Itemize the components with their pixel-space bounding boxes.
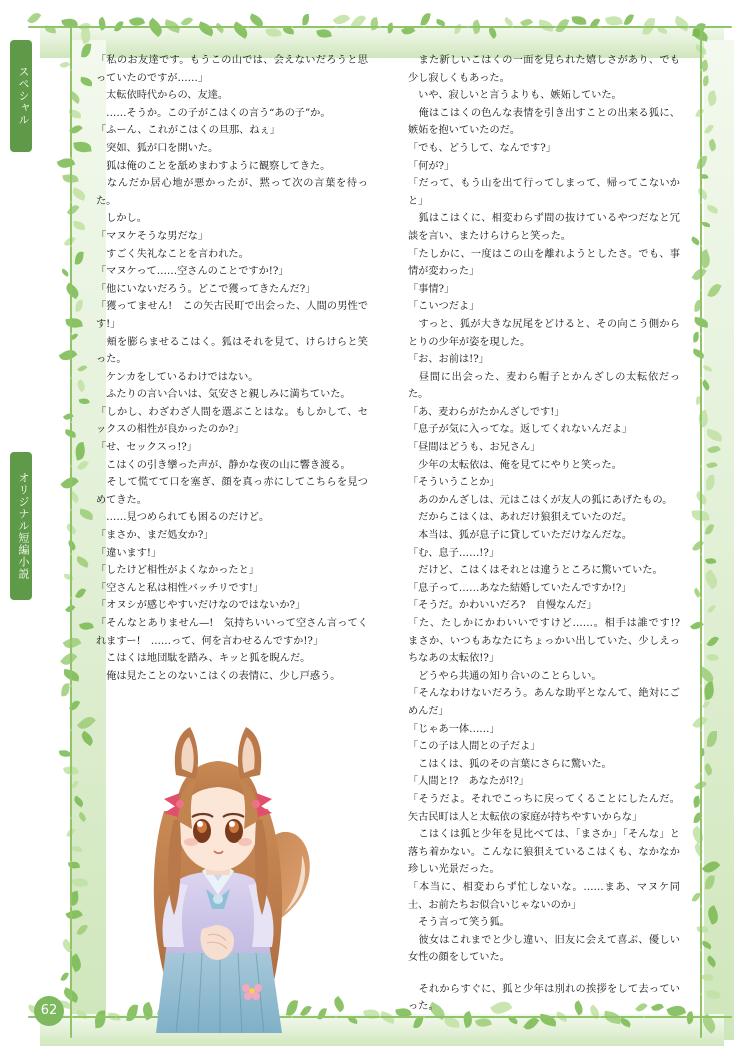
page-content [96, 52, 691, 1013]
vine-stem [700, 950, 702, 994]
paragraph: 「この子は人間との子だよ」 [408, 741, 541, 753]
vine-stem [700, 686, 702, 730]
vine-stem [70, 290, 72, 334]
paragraph: ふたりの言い合いは、気安さと親しみに満ちていた。 [96, 389, 351, 401]
vine-stem [700, 114, 702, 158]
paragraph: 「そんなわけないだろう。あんな助平となんて、絶対にごめんだ」 [408, 688, 680, 717]
vine-stem [700, 290, 702, 334]
paragraph: 「あ、麦わらがたかんざしです!」 [408, 406, 565, 418]
paragraph: すごく失礼なことを言われた。 [96, 248, 249, 260]
paragraph: 少年の太転依は、俺を見てにやりと笑った。 [408, 459, 622, 471]
vine-stem [70, 730, 72, 774]
vine-stem [700, 510, 702, 554]
vine-stem [700, 774, 702, 818]
paragraph: 本当は、狐が息子に貸していただけなんだな。 [408, 530, 633, 542]
paragraph: しかし。 [96, 213, 147, 225]
paragraph: いや、寂しいと言うよりも、嫉妬していた。 [408, 90, 622, 102]
paragraph: 「したけど相性がよくなかったと」 [96, 565, 259, 577]
vine-stem [700, 466, 702, 510]
vine-stem [70, 774, 72, 818]
vine-stem [204, 26, 248, 28]
vine-stem [700, 642, 702, 686]
paragraph: 「そうだよ。それでこっちに戻ってくることにしたんだ。矢古民町は人と太転依の家庭が持ちやすいからな」 [408, 793, 680, 823]
vine-stem [688, 1016, 732, 1018]
paragraph: 「たしかに、一度はこの山を離れようとしたさ。でも、事情が変わった」 [408, 248, 680, 278]
vine-stem [72, 26, 116, 28]
paragraph: 彼女はこれまでと少し違い、旧友に会えて喜ぶ、優しい女性の顔をしていた。 [408, 934, 680, 964]
vine-stem [644, 26, 688, 28]
vine-stem [160, 26, 204, 28]
paragraph: こはくは地団駄を踏み、キッと狐を睨んだ。 [96, 653, 311, 665]
vine-stem [70, 510, 72, 554]
vine-stem [700, 598, 702, 642]
paragraph: ……見つめられても困るのだけど。 [96, 512, 270, 524]
vine-stem [424, 1016, 468, 1018]
vine-stem [28, 26, 72, 28]
paragraph: 「そうだ。かわいいだろ? 自慢なんだ」 [408, 600, 597, 612]
vine-stem [556, 26, 600, 28]
paragraph: 「だって、もう山を出て行ってしまって、帰ってこないかと」 [408, 178, 680, 207]
vine-stem [688, 26, 732, 28]
vine-stem [700, 202, 702, 246]
vine-stem [336, 26, 380, 28]
paragraph: 「せ、セックスっ!?」 [96, 442, 197, 454]
paragraph: 「マヌケそうな男だな」 [96, 230, 209, 242]
paragraph: 「人間と!? あなたが!?」 [408, 776, 529, 788]
vine-stem [700, 246, 702, 290]
vine-stem [70, 466, 72, 510]
paragraph: 突如、狐が口を開いた。 [96, 142, 219, 154]
vine-stem [70, 686, 72, 730]
paragraph: こはくの引き攣った声が、静かな夜の山に響き渡る。 [96, 459, 351, 471]
vine-stem [70, 818, 72, 862]
paragraph: 頬を膨らませるこはく。狐はそれを見て、けらけらと笑った。 [96, 336, 368, 366]
vine-stem [700, 554, 702, 598]
vine-stem [70, 246, 72, 290]
sidebar-tab-original-label: オリジナル短編小説 [17, 472, 30, 580]
paragraph: 「息子が気に入ってな。返してくれないんだよ」 [408, 424, 633, 436]
paragraph: 「マヌケって……空さんのことですか!?」 [96, 266, 289, 278]
vine-stem [700, 158, 702, 202]
vine-stem [116, 26, 160, 28]
anime-fox-girl-character [102, 703, 334, 1043]
vine-stem [512, 1016, 556, 1018]
paragraph: それからすぐに、狐と少年は別れの挨拶をして去っていった。 [408, 983, 680, 1013]
paragraph: 「しかし、わざわざ人間を選ぶことはな。もしかして、セックスの相性が良かったのか?」 [96, 406, 368, 436]
paragraph: すっと、狐が大きな尻尾をどけると、その向こう側からとりの少年が姿を現した。 [408, 318, 680, 348]
vine-stem [424, 26, 468, 28]
paragraph: そして慌てて口を塞ぎ、顔を真っ赤にしてこちらを見つめてきた。 [96, 477, 368, 506]
text-column-right [408, 52, 691, 1016]
vine-stem [70, 378, 72, 422]
paragraph: ケンカをしているわけではない。 [96, 371, 259, 383]
vine-stem [700, 334, 702, 378]
vine-stem [600, 1016, 644, 1018]
paragraph: 「獲ってません! この矢古民町で出会った、人間の男性です!」 [96, 301, 368, 330]
vine-stem [700, 906, 702, 950]
paragraph: 俺は見たことのないこはくの表情に、少し戸惑う。 [96, 670, 341, 682]
vine-stem [600, 26, 644, 28]
paragraph: 昼間に出会った、麦わら帽子とかんざしの太転依だった。 [408, 371, 680, 401]
paragraph: あのかんざしは、元はこはくが友人の狐にあげたもの。 [408, 494, 673, 506]
paragraph: 「む、息子……!?」 [408, 547, 500, 559]
paragraph: 「まさか、まだ処女か?」 [96, 530, 214, 542]
paragraph: 「他にいないだろう。どこで獲ってきたんだ?」 [96, 283, 316, 295]
vine-band-right [704, 40, 734, 1040]
vine-stem [700, 70, 702, 114]
vine-stem [70, 202, 72, 246]
page-number-badge: 62 [34, 996, 64, 1026]
paragraph: 「た、たしかにかわいいですけど……。相手は誰です!? まさか、いつもあなたにちょっかい出していた、少しえっちなあの太転依!?」 [408, 618, 691, 665]
vine-stem [70, 554, 72, 598]
paragraph: 「違います!」 [96, 547, 162, 559]
vine-stem [70, 598, 72, 642]
paragraph: こはくは狐と少年を見比べては、「まさか」「そんな」と落ち着かない。こんなに狼狽えているこはくも、なかなか珍しい光景だった。 [408, 829, 680, 876]
vine-stem [70, 114, 72, 158]
paragraph: 「そんなとありません—! 気持ちいいって空さん言ってくれますー! ……って、何を言わせるんですか!?」 [96, 618, 368, 647]
vine-stem [380, 26, 424, 28]
vine-stem [468, 1016, 512, 1018]
vine-stem [70, 862, 72, 906]
paragraph: 「お、お前は!?」 [408, 354, 489, 366]
vine-stem [70, 158, 72, 202]
paragraph: なんだか居心地が悪かったが、黙って次の言葉を待った。 [96, 178, 368, 207]
vine-stem [70, 422, 72, 466]
paragraph: 「じゃあ一体……」 [408, 723, 500, 735]
paragraph: そう言って笑う狐。 [408, 917, 510, 929]
text-column-left [96, 52, 368, 1043]
paragraph: 「でも、どうして、なんです?」 [408, 142, 556, 154]
vine-stem [70, 70, 72, 114]
vine-stem [700, 422, 702, 466]
vine-stem [700, 818, 702, 862]
paragraph: 「事情?」 [408, 283, 455, 295]
paragraph: 「息子って……あなた結婚していたんですか!?」 [408, 582, 632, 594]
paragraph: 「本当に、相変わらず忙しないな。……まあ、マヌケ同士、お前たちお似合いじゃないのか」 [408, 881, 680, 911]
vine-stem [468, 26, 512, 28]
vine-stem [644, 1016, 688, 1018]
paragraph: 「そういうことか」 [408, 477, 500, 489]
paragraph: だけど、こはくはそれとは違うところに驚いていた。 [408, 565, 663, 577]
paragraph: こはくは、狐のその言葉にさらに驚いた。 [408, 758, 612, 770]
sidebar-tab-special[interactable] [10, 40, 32, 152]
paragraph: 「私のお友達です。もうこの山では、会えないだろうと思っていたのですが……」 [96, 55, 368, 84]
vine-stem [70, 334, 72, 378]
paragraph: 「何が?」 [408, 160, 455, 172]
paragraph: 俺はこはくの色んな表情を引き出すことの出来る狐に、嫉妬を抱いていたのだ。 [408, 107, 680, 137]
vine-stem [700, 26, 702, 70]
paragraph: どうやら共通の知り合いのことらしい。 [408, 670, 602, 682]
paragraph: 「空さんと私は相性バッチリです!」 [96, 582, 264, 594]
vine-stem [70, 950, 72, 994]
paragraph: 「こいつだよ」 [408, 301, 480, 313]
vine-stem [380, 1016, 424, 1018]
paragraph: 太転依時代からの、友達。 [96, 90, 229, 102]
vine-stem [292, 26, 336, 28]
sidebar-tab-special-label: スペシャル [17, 66, 30, 126]
paragraph: 狐はこはくに、相変わらず間の抜けているやつだなと冗談を言い、またけらけらと笑った。 [408, 213, 680, 242]
vine-stem [70, 642, 72, 686]
paragraph: また新しいこはくの一面を見られた嬉しさがあり、でも少し寂しくもあった。 [408, 55, 680, 84]
paragraph: だからこはくは、あれだけ狼狽えていたのだ。 [408, 512, 633, 524]
vine-stem [70, 26, 72, 70]
vine-stem [248, 26, 292, 28]
vine-stem [512, 26, 556, 28]
paragraph: ……そうか。この子がこはくの言う“あの子”か。 [96, 107, 331, 119]
vine-stem [700, 378, 702, 422]
paragraph: 狐は俺のことを舐めまわすように観察してきた。 [96, 160, 331, 172]
paragraph [408, 967, 680, 981]
vine-stem [556, 1016, 600, 1018]
sidebar-tab-original-short-story[interactable] [10, 452, 32, 600]
vine-stem [700, 730, 702, 774]
paragraph: 「ふーん、これがこはくの旦那、ねぇ」 [96, 125, 280, 137]
paragraph: 「オヌシが感じやすいだけなのではないか?」 [96, 600, 306, 612]
vine-stem [70, 906, 72, 950]
vine-stem [700, 862, 702, 906]
paragraph: 「昼間はどうも、お兄さん」 [408, 442, 541, 454]
